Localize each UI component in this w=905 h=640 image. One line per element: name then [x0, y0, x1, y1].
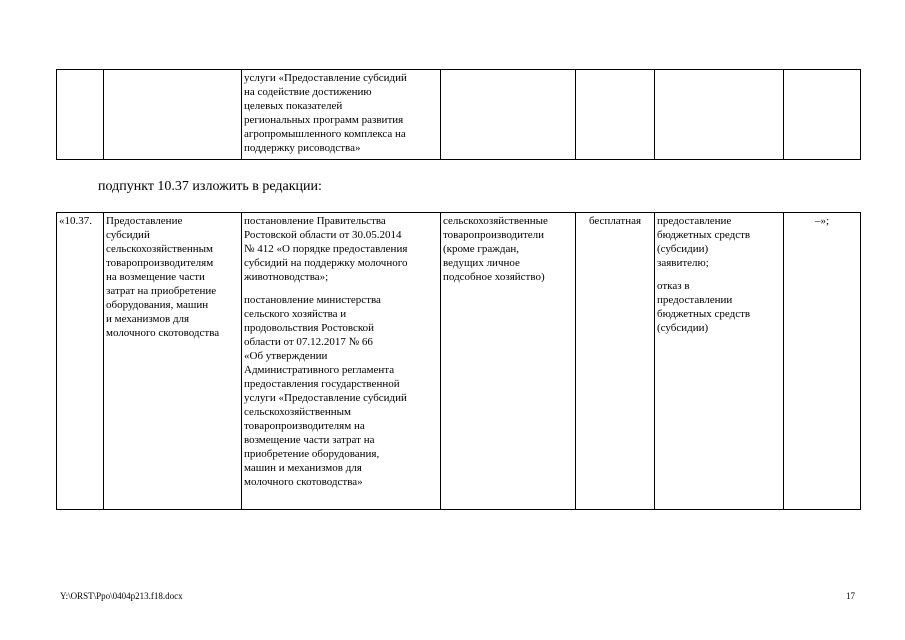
- legal-basis-1: постановление Правительства Ростовской области от 30.05.2014 № 412 «О порядке предоставления субсидий на поддержку молочного животноводства»;: [244, 215, 408, 283]
- cell-service-name: [104, 70, 242, 160]
- page-number: 17: [846, 591, 855, 601]
- cell-fee: бесплатная: [576, 213, 655, 510]
- result-2: отказ в предоставлении бюджетных средств (субсидии): [657, 280, 751, 334]
- cell-number: «10.37.: [57, 213, 104, 510]
- cell-fee: [576, 70, 655, 160]
- instruction-text: подпункт 10.37 изложить в редакции:: [98, 179, 322, 194]
- table-row: [57, 70, 861, 160]
- table-main: [56, 212, 861, 510]
- cell-number: [57, 70, 104, 160]
- cell-recipients: [441, 70, 576, 160]
- result-1: предоставление бюджетных средств (субсидии) заявителю;: [657, 215, 751, 269]
- cell-result: [655, 213, 784, 510]
- cell-legal-basis: [242, 213, 441, 510]
- cell-result: [655, 70, 784, 160]
- table-row: [57, 213, 861, 510]
- footer-file-path: Y:\ORST\Ppo\0404p213.f18.docx: [60, 591, 183, 601]
- cell-recipients: сельскохозяйственные товаропроизводители (кроме граждан, ведущих личное подсобное хозяйство): [441, 213, 576, 510]
- cell-service-name: Предоставление субсидий сельскохозяйственным товаропроизводителям на возмещение части затрат на приобретение оборудования, машин и механизмов для молочного скотоводства: [104, 213, 242, 510]
- cell-legal-basis: услуги «Предоставление субсидий на содействие достижению целевых показателей региональных программ развития агропромышленного комплекса на поддержку рисоводства»: [242, 70, 441, 160]
- cell-last: –»;: [784, 213, 861, 510]
- cell-last: [784, 70, 861, 160]
- legal-basis-2: постановление министерства сельского хозяйства и продовольствия Ростовской области от 07.12.2017 № 66 «Об утверждении Административного регламента предоставления государственной услуги «Предоставление субсидий сельскохозяйственным товаропроизводителям на возмещение части затрат на приобретение оборудования, машин и механизмов для молочного скотоводства»: [244, 294, 407, 488]
- table-continuation: [56, 69, 861, 160]
